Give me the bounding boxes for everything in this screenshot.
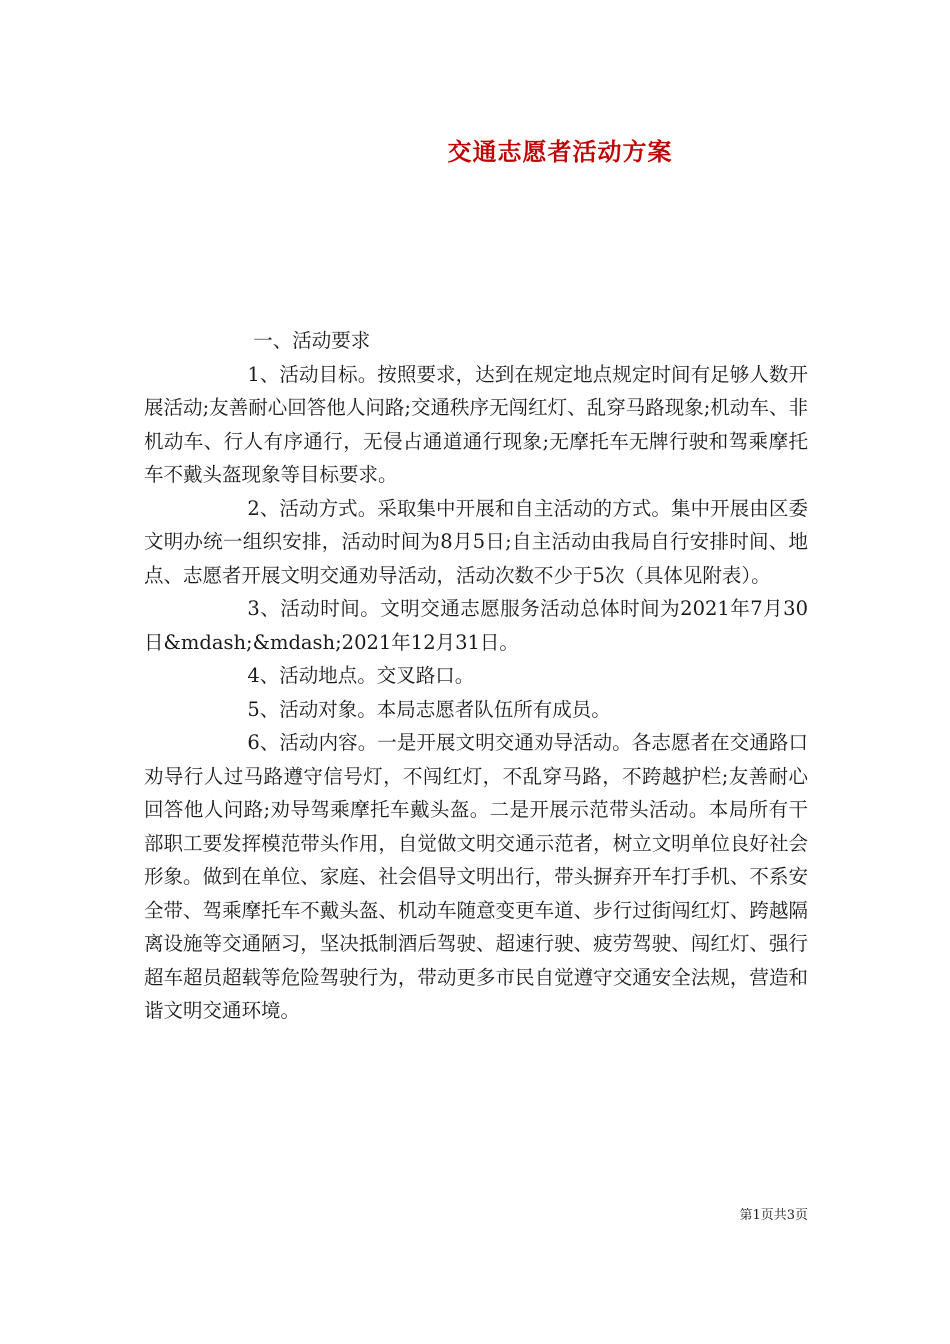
paragraph-activity-method: 2、活动方式。采取集中开展和自主活动的方式。集中开展由区委文明办统一组织安排，活动时间为8月5日;自主活动由我局自行安排时间、地点、志愿者开展文明交通劝导活动，活动次数不少于5次（具体见附表）。: [144, 496, 808, 587]
paragraph-activity-time: 3、活动时间。文明交通志愿服务活动总体时间为2021年7月30日&mdash;&mdash;2021年12月31日。: [144, 597, 808, 654]
paragraph-activity-goal: 1、活动目标。按照要求，达到在规定地点规定时间有足够人数开展活动;友善耐心回答他人问路;交通秩序无闯红灯、乱穿马路现象;机动车、非机动车、行人有序通行，无侵占通道通行现象;无摩托车无牌行驶和驾乘摩托车不戴头盔现象等目标要求。: [144, 362, 808, 486]
paragraph-activity-target: 5、活动对象。本局志愿者队伍所有成员。: [247, 697, 611, 721]
paragraph-activity-location: 4、活动地点。交叉路口。: [247, 664, 475, 687]
paragraph-activity-content: 6、活动内容。一是开展文明交通劝导活动。各志愿者在交通路口劝导行人过马路遵守信号灯，不闯红灯，不乱穿马路，不跨越护栏;友善耐心回答他人问路;劝导驾乘摩托车戴头盔。二是开展示范带头活动。本局所有干部职工要发挥模范带头作用，自觉做文明交通示范者，树立文明单位良好社会形象。做到在单位、家庭、社会倡导文明出行，带头摒弃开车打手机、不系安全带、驾乘摩托车不戴头盔、机动车随意变更车道、步行过街闯红灯、跨越隔离设施等交通陋习，坚决抵制酒后驾驶、超速行驶、疲劳驾驶、闯红灯、强行超车超员超载等危险驾驶行为，带动更多市民自觉遵守交通安全法规，营造和谐文明交通环境。: [144, 731, 808, 1022]
document-title: 交通志愿者活动方案: [447, 137, 673, 166]
document-body: [144, 324, 808, 1028]
section-heading-requirements: 一、活动要求: [253, 329, 371, 352]
page-number-footer: 第1页共3页: [739, 1208, 808, 1223]
